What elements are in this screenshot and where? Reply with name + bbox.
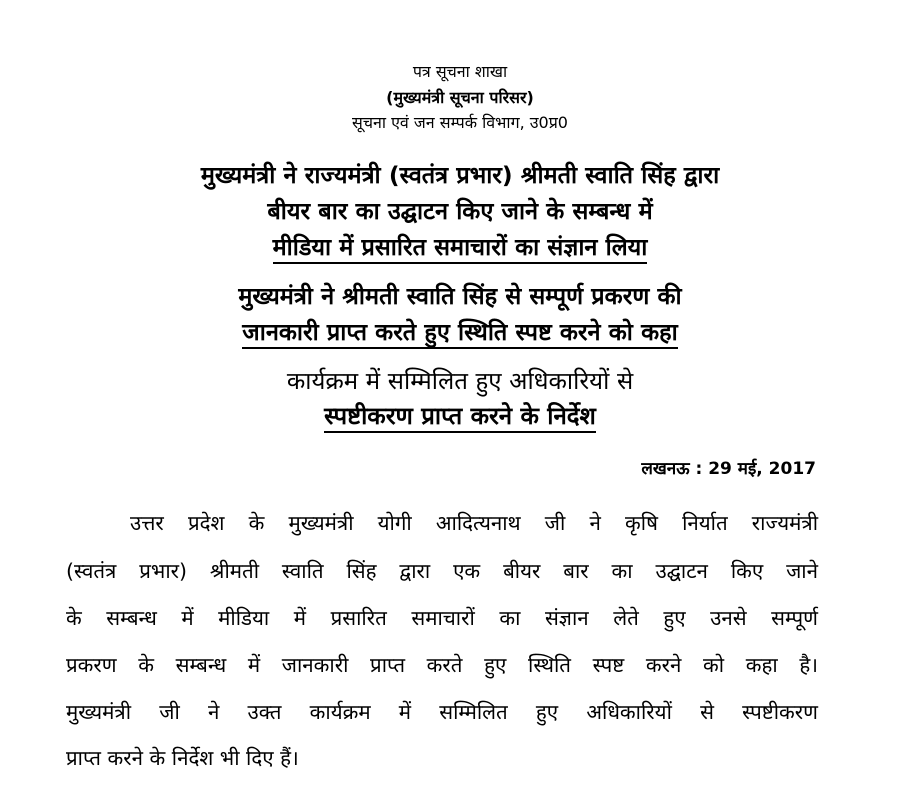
body-line-3: के सम्बन्ध में मीडिया में प्रसारित समाचारों का संज्ञान लेते हुए उनसे सम्पूर्ण	[66, 606, 818, 630]
branch-name: पत्र सूचना शाखा	[412, 62, 508, 81]
headline-1-line-1: मुख्यमंत्री ने राज्यमंत्री (स्वतंत्र प्रभार) श्रीमती स्वाति सिंह द्वारा	[200, 161, 720, 189]
body-line-5: मुख्यमंत्री जी ने उक्त कार्यक्रम में सम्मिलित हुए अधिकारियों से स्पष्टीकरण	[66, 700, 818, 724]
headline-2-line-2	[0, 318, 920, 346]
cell-name: (मुख्यमंत्री सूचना परिसर)	[386, 88, 534, 107]
dateline: लखनऊ : 29 मई, 2017	[641, 459, 816, 479]
body-line-4: प्रकरण के सम्बन्ध में जानकारी प्राप्त करते हुए स्थिति स्पष्ट करने को कहा है।	[66, 653, 818, 677]
body-line-1: उत्तर प्रदेश के मुख्यमंत्री योगी आदित्यनाथ जी ने कृषि निर्यात राज्यमंत्री	[130, 511, 818, 535]
headline-2-line-1: मुख्यमंत्री ने श्रीमती स्वाति सिंह से सम्पूर्ण प्रकरण की	[238, 282, 682, 310]
headline-1-line-3	[0, 233, 920, 261]
department-name: सूचना एवं जन सम्पर्क विभाग, उ0प्र0	[352, 113, 568, 132]
headline-1-line-3-text: मीडिया में प्रसारित समाचारों का संज्ञान लिया	[273, 233, 648, 264]
headline-3-line-1: कार्यक्रम में सम्मिलित हुए अधिकारियों से	[286, 367, 634, 395]
headline-3-line-2-text: स्पष्टीकरण प्राप्त करने के निर्देश	[324, 402, 596, 433]
headline-1-line-2: बीयर बार का उद्घाटन किए जाने के सम्बन्ध में	[267, 197, 653, 225]
headline-3-line-2	[0, 404, 920, 428]
headline-2-line-2-text: जानकारी प्राप्त करते हुए स्थिति स्पष्ट करने को कहा	[242, 318, 677, 349]
body-line-2: (स्वतंत्र प्रभार) श्रीमती स्वाति सिंह द्वारा एक बीयर बार का उद्घाटन किए जाने	[66, 559, 818, 583]
body-line-6: प्राप्त करने के निर्देश भी दिए हैं।	[66, 746, 299, 770]
